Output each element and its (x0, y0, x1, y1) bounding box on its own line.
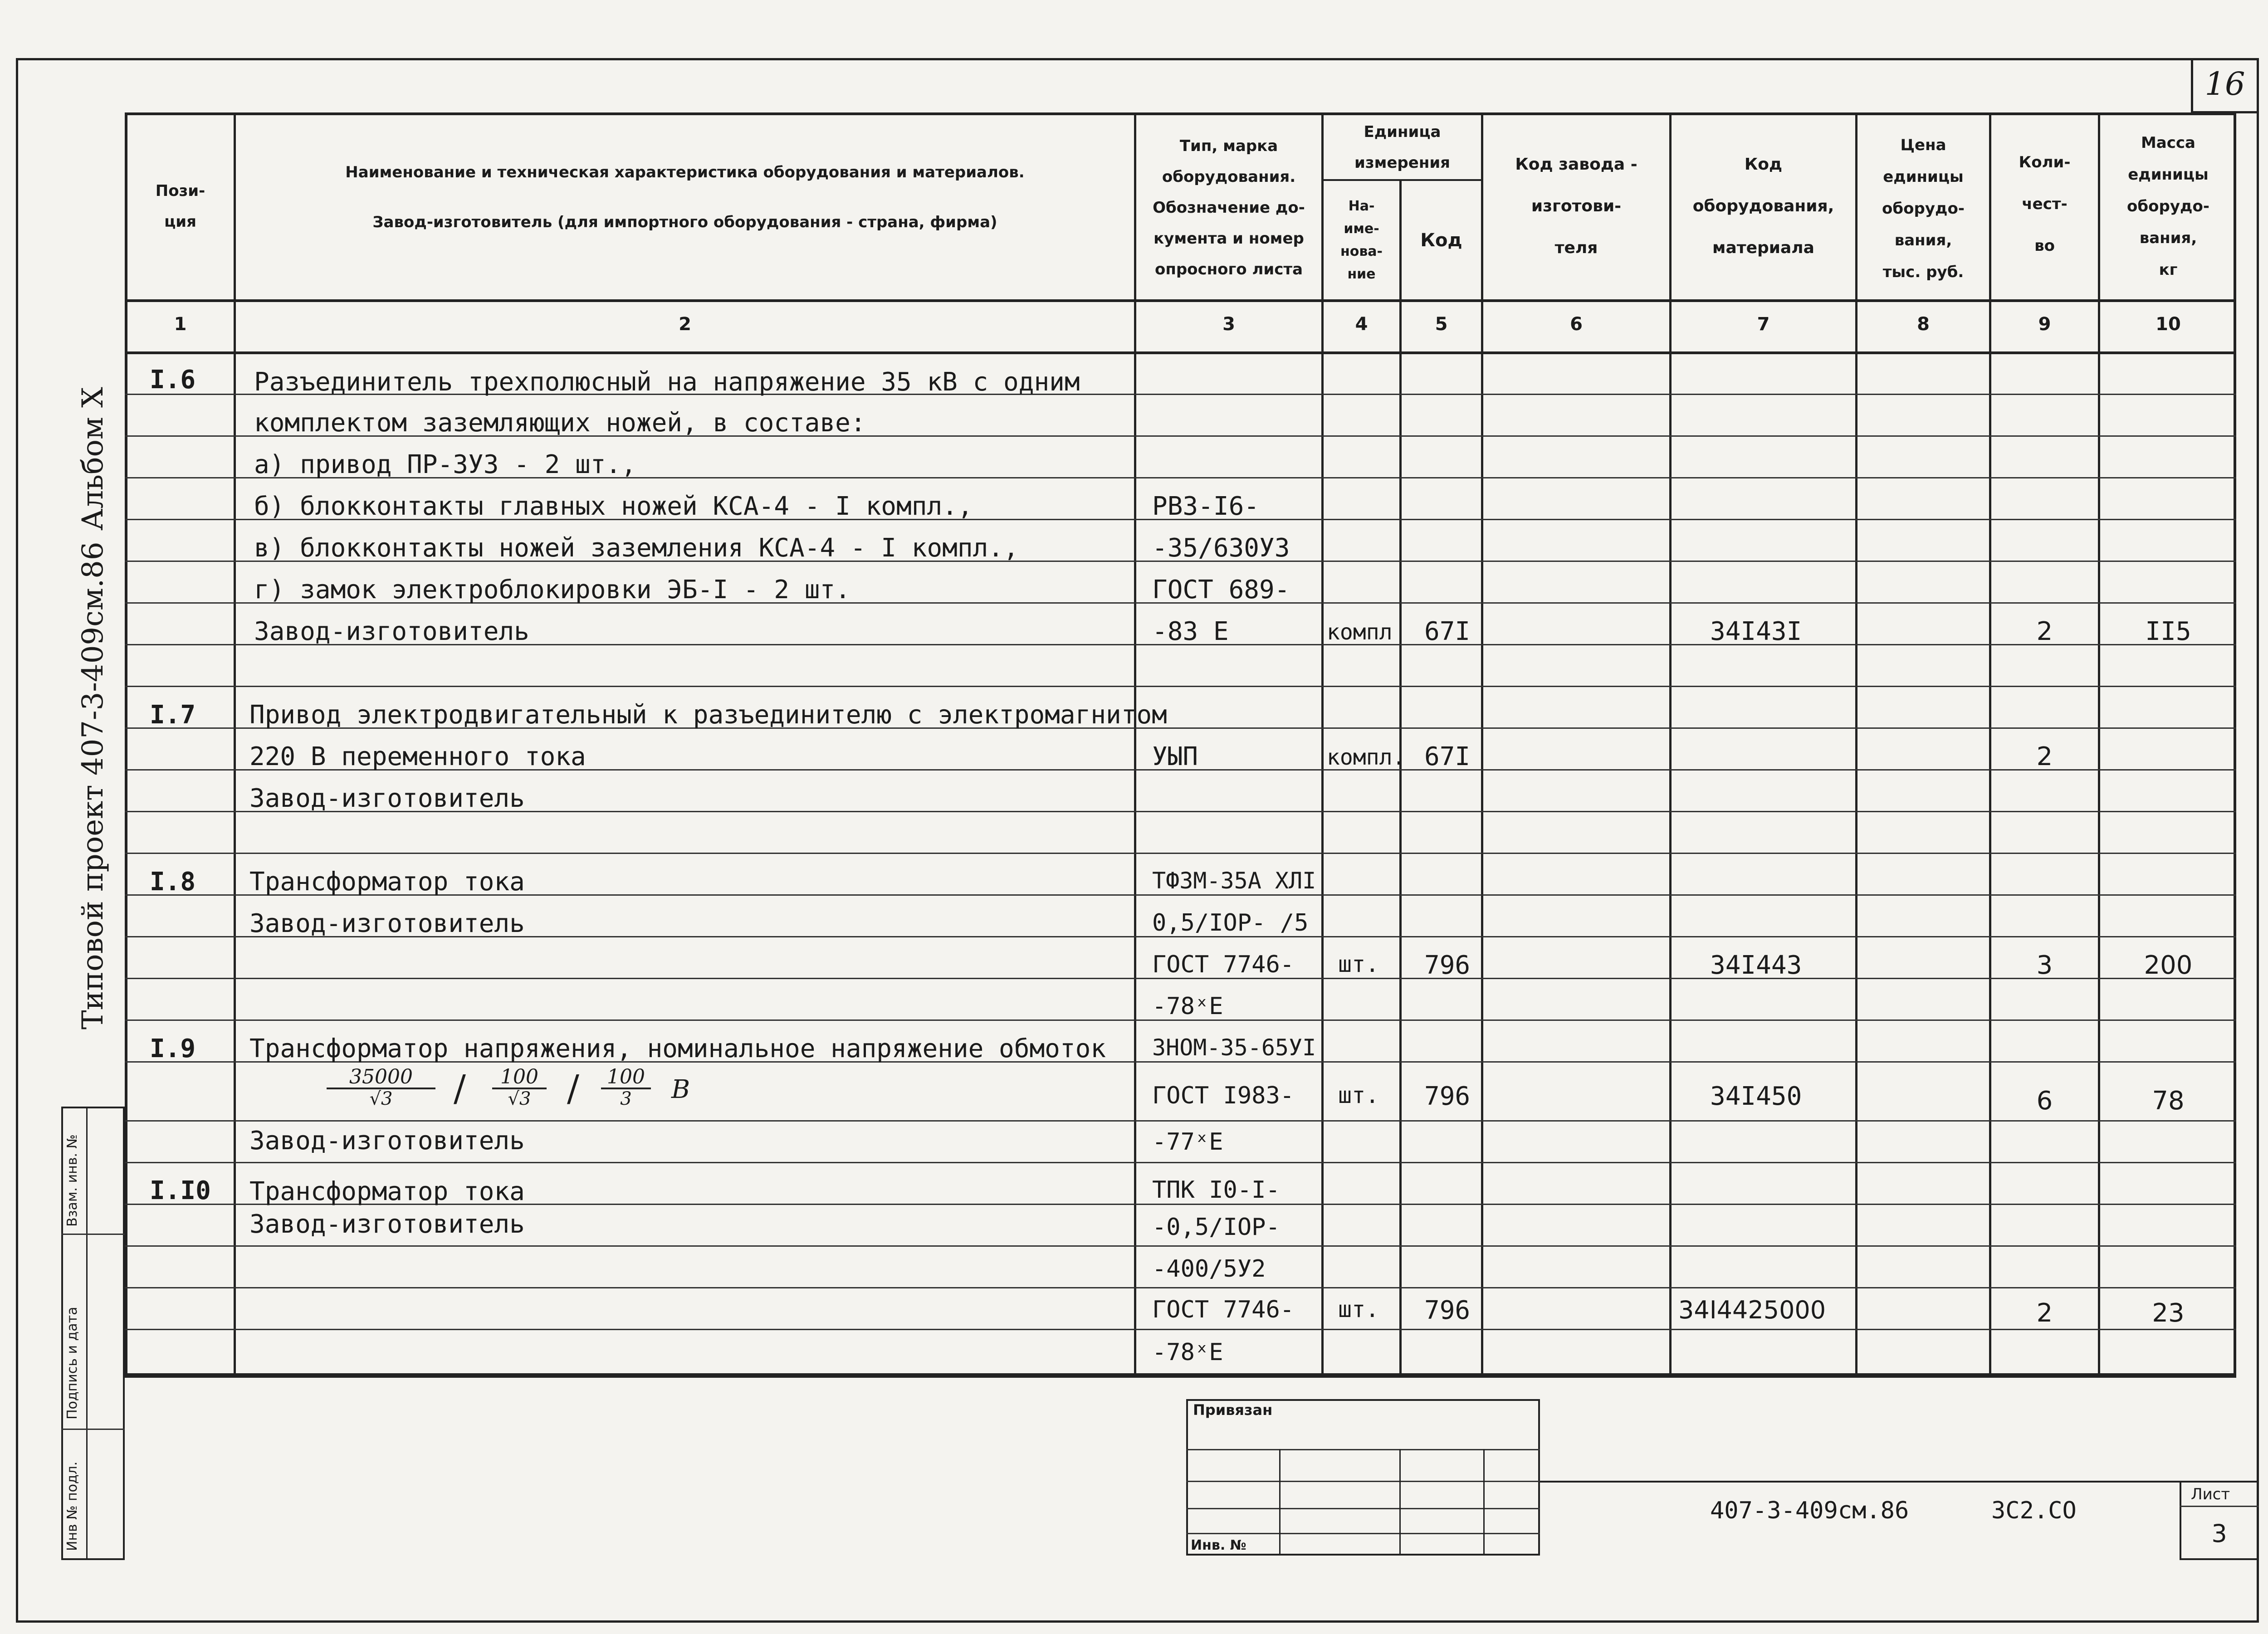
item-mass: 78 (2152, 1086, 2185, 1116)
header-type: Тип, марка оборудования. Обозначение до- кумента и номер опросного листа (1153, 137, 1305, 278)
item-name: Завод-изготовитель (249, 1126, 525, 1156)
voltage-fraction-3 (601, 1067, 651, 1108)
item-type: -78ˣЕ (1152, 1339, 1223, 1366)
document-code: 407-3-409см.86 (1710, 1497, 1909, 1524)
stamp-line (1186, 1533, 1540, 1534)
item-type: ГОСТ 7746- (1152, 1296, 1295, 1323)
side-stamp-line (61, 1429, 125, 1430)
item-type: ЗНОМ-35-65УI (1152, 1034, 1316, 1061)
item-unit-code: 67I (1424, 617, 1471, 646)
item-name: в) блокконтакты ножей заземления КСА-4 - I компл., (254, 533, 1019, 563)
fraction-numerator: 100 (492, 1067, 547, 1089)
stamp-line (1186, 1481, 1540, 1482)
title-block-stamp (1186, 1399, 1540, 1556)
row-position: I.6 (150, 365, 196, 395)
item-name: Трансформатор напряжения, номинальное напряжение обмоток (249, 1034, 1106, 1063)
item-unit: компл (1327, 619, 1393, 645)
item-type: УЫП (1152, 742, 1198, 771)
page-number: 16 (2204, 65, 2245, 102)
item-name: Завод-изготовитель (249, 909, 525, 938)
col-line (1481, 112, 1483, 1378)
header-qty: Коли- чест- во (2019, 153, 2071, 255)
row-line (125, 1120, 2236, 1122)
colnum-bottom (125, 351, 2236, 354)
colnum-2: 2 (679, 314, 691, 335)
stamp-line (1186, 1508, 1540, 1509)
row-line (125, 1287, 2236, 1288)
voltage-fraction-1 (327, 1067, 435, 1108)
item-material-code: 34I43I (1710, 617, 1802, 646)
colnum-4: 4 (1355, 314, 1368, 335)
item-unit-code: 67I (1424, 742, 1471, 771)
item-unit: шт. (1338, 1296, 1379, 1322)
row-line (125, 1245, 2236, 1247)
item-unit-code: 796 (1424, 1296, 1471, 1325)
colnum-9: 9 (2038, 314, 2051, 335)
row-line (125, 853, 2236, 854)
side-stamp-divider (86, 1107, 88, 1560)
fraction-numerator: 100 (601, 1067, 651, 1089)
item-name: комплектом заземляющих ножей, в составе: (254, 408, 866, 438)
table-body-bottom (125, 1373, 2236, 1376)
colnum-3: 3 (1222, 314, 1235, 335)
item-name: Завод-изготовитель (254, 617, 529, 646)
item-name: Завод-изготовитель (249, 784, 525, 813)
row-line (125, 1329, 2236, 1330)
section-code: ЗС2.СО (1991, 1497, 2077, 1524)
header-mass: Масса единицы оборудо- вания, кг (2127, 134, 2209, 279)
item-name: а) привод ПР-3УЗ - 2 шт., (254, 450, 636, 479)
row-line (125, 1162, 2236, 1163)
row-position: I.7 (150, 700, 196, 730)
item-unit-code: 796 (1424, 1082, 1471, 1111)
item-name: Завод-изготовитель (249, 1210, 525, 1239)
col-line (1321, 112, 1324, 1378)
item-name: 220 В переменного тока (249, 742, 586, 771)
item-type: ГОСТ 689- (1152, 575, 1290, 605)
header-unit: Единица измерения (1354, 123, 1450, 172)
stamp-sign-date: Подпись и дата (64, 1307, 80, 1419)
colnum-10: 10 (2156, 314, 2181, 335)
stamp-col (1279, 1449, 1281, 1556)
col-line (1855, 112, 1857, 1378)
item-name: Привод электродвигательный к разъединителю с электромагнитом (249, 700, 1167, 730)
item-qty: 2 (2036, 1298, 2053, 1328)
item-unit: компл. (1327, 745, 1406, 770)
colnum-6: 6 (1570, 314, 1583, 335)
row-position: I.9 (150, 1034, 196, 1063)
item-name: б) блокконтакты главных ножей КСА-4 - I компл., (254, 492, 973, 521)
colnum-5: 5 (1435, 314, 1448, 335)
item-name: Разъединитель трехполюсный на напряжение 35 кВ с одним (254, 367, 1080, 397)
row-position: I.8 (150, 867, 196, 897)
item-mass: II5 (2145, 617, 2191, 646)
header-material-code: Код оборудования, материала (1692, 155, 1834, 257)
item-mass: 200 (2144, 951, 2193, 980)
item-qty: 3 (2036, 951, 2053, 980)
title-block-top (1540, 1481, 2259, 1483)
col-line (1399, 179, 1402, 1378)
fraction-denominator: √3 (508, 1088, 531, 1110)
item-unit: шт. (1338, 951, 1379, 977)
item-material-code: 34I443 (1710, 951, 1802, 980)
stamp-inv-podl: Инв № подл. (64, 1461, 80, 1551)
row-line (125, 686, 2236, 687)
item-type: РВЗ-I6- (1152, 492, 1260, 521)
item-type: -78ˣЕ (1152, 993, 1223, 1020)
row-position: I.I0 (150, 1176, 211, 1205)
header-position: Пози- ция (155, 182, 205, 231)
stamp-col (1399, 1449, 1401, 1556)
item-type: -400/5У2 (1152, 1255, 1266, 1283)
fraction-denominator: 3 (620, 1088, 632, 1110)
item-qty: 6 (2036, 1086, 2053, 1116)
item-material-code: 34I4425000 (1678, 1296, 1826, 1324)
header-name-a: Наименование и техническая характеристика оборудования и материалов. (345, 163, 1025, 181)
voltage-fraction-2 (492, 1067, 547, 1108)
album-label: Альбом X (76, 387, 110, 531)
item-type: -83 Е (1152, 617, 1229, 646)
item-type: -0,5/IOP- (1152, 1214, 1280, 1241)
inv-no-label: Инв. № (1191, 1537, 1246, 1553)
privyazan-label: Привязан (1193, 1401, 1273, 1419)
sheet-number: 3 (2211, 1519, 2227, 1548)
item-name: г) замок электроблокировки ЭБ-I - 2 шт. (254, 575, 850, 605)
stamp-col (1483, 1449, 1485, 1556)
project-label: Типовой проект 407-3-409см.86 (76, 541, 110, 1029)
fraction-slash: / (454, 1067, 466, 1109)
item-type: 0,5/IOP- /5 (1152, 909, 1309, 937)
item-mass: 23 (2152, 1298, 2185, 1328)
item-qty: 2 (2036, 617, 2053, 646)
item-type: -35/630УЗ (1152, 533, 1290, 563)
stamp-line (1186, 1449, 1540, 1450)
col-line (2098, 112, 2100, 1378)
col-line (234, 112, 236, 1378)
item-type: ГОСТ 7746- (1152, 951, 1295, 978)
header-name-b: Завод-изготовитель (для импортного оборудования - страна, фирма) (372, 213, 997, 231)
fraction-numerator: 35000 (327, 1067, 435, 1089)
item-qty: 2 (2036, 742, 2053, 771)
voltage-unit: В (671, 1075, 690, 1104)
fraction-denominator: √3 (369, 1088, 393, 1110)
header-unit-code: Код (1420, 230, 1462, 251)
item-type: ТПК I0-I- (1152, 1176, 1280, 1204)
side-stamp-line (61, 1234, 125, 1235)
fraction-slash: / (567, 1067, 579, 1109)
header-unit-name: На- име- нова- ние (1340, 198, 1383, 282)
item-unit-code: 796 (1424, 951, 1471, 980)
item-material-code: 34I450 (1710, 1082, 1802, 1111)
sheet-box-line (2180, 1506, 2259, 1507)
header-price: Цена единицы оборудо- вания, тыс. руб. (1882, 136, 1965, 281)
unit-header-split (1321, 179, 1481, 181)
col-line (1134, 112, 1136, 1378)
colnum-8: 8 (1917, 314, 1930, 335)
item-name: Трансформатор тока (249, 1177, 525, 1206)
item-name: Трансформатор тока (249, 867, 525, 897)
colnum-7: 7 (1757, 314, 1770, 335)
header-factory-code: Код завода - изготови- теля (1515, 155, 1637, 257)
header-bottom (125, 299, 2236, 302)
item-type: ГОСТ I983- (1152, 1082, 1295, 1109)
col-line (1669, 112, 1672, 1378)
item-unit: шт. (1338, 1082, 1379, 1108)
colnum-1: 1 (174, 314, 187, 335)
item-type: ТФЗМ-35А ХЛI (1152, 868, 1316, 894)
sheet-label: Лист (2191, 1485, 2230, 1503)
item-type: -77ˣЕ (1152, 1128, 1223, 1156)
stamp-inv-vzam: Взам. инв. № (64, 1134, 80, 1227)
